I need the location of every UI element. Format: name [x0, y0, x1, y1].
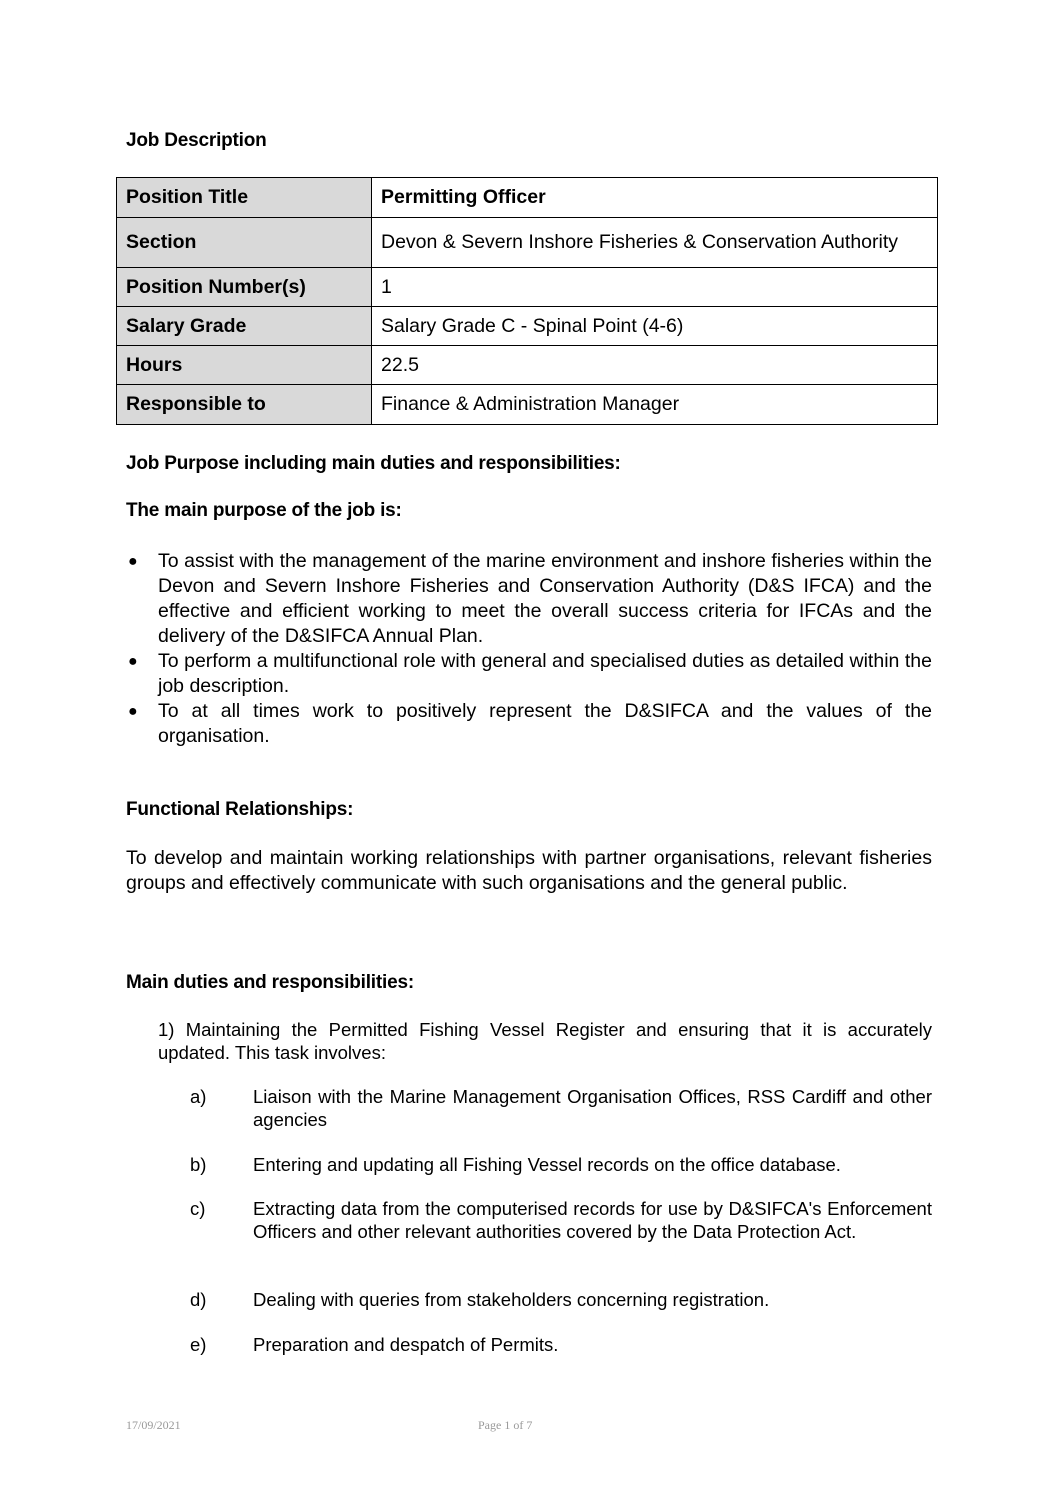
row-label: Position Title — [117, 178, 372, 218]
row-label: Position Number(s) — [117, 268, 372, 307]
duty-item-c — [190, 1197, 932, 1243]
duty-item-b — [190, 1153, 932, 1176]
duty-1-intro: 1) Maintaining the Permitted Fishing Vessel Register and ensuring that it is accurately updated. This task involves: — [158, 1019, 932, 1063]
main-purpose-heading: The main purpose of the job is: — [126, 500, 402, 521]
item-marker: d) — [190, 1289, 207, 1310]
row-value: Devon & Severn Inshore Fisheries & Conservation Authority — [372, 218, 938, 268]
functional-relationships-heading: Functional Relationships: — [126, 799, 354, 820]
item-marker: e) — [190, 1334, 207, 1355]
item-marker: b) — [190, 1154, 207, 1175]
table-row — [117, 218, 938, 268]
item-text: Dealing with queries from stakeholders concerning registration. — [253, 1289, 770, 1310]
row-value: Salary Grade C - Spinal Point (4-6) — [372, 307, 938, 346]
row-label: Hours — [117, 346, 372, 385]
duty-item-e — [190, 1333, 932, 1356]
row-label: Responsible to — [117, 385, 372, 425]
list-item — [126, 699, 932, 749]
row-label: Salary Grade — [117, 307, 372, 346]
position-info-table — [116, 177, 938, 425]
item-text: Preparation and despatch of Permits. — [253, 1334, 559, 1355]
bullet-icon: ● — [128, 703, 138, 720]
row-value: 22.5 — [372, 346, 938, 385]
main-duties-heading: Main duties and responsibilities: — [126, 972, 414, 993]
bullet-text: To assist with the management of the marine environment and inshore fisheries within the Devon and Severn Inshore Fisheries and Conservation Authority (D&S IFCA) and the effective and efficient working to meet the overall success criteria for IFCAs and the delivery of the D&SIFCA Annual Plan. — [158, 550, 932, 647]
footer-page-number: Page 1 of 7 — [478, 1418, 533, 1432]
item-marker: c) — [190, 1198, 206, 1219]
list-item — [126, 549, 932, 649]
row-value: 1 — [372, 268, 938, 307]
table-row — [117, 268, 938, 307]
list-item — [126, 649, 932, 699]
job-purpose-heading: Job Purpose including main duties and responsibilities: — [126, 453, 621, 474]
functional-relationships-text: To develop and maintain working relationships with partner organisations, relevant fisheries groups and effectively communicate with such organisations and the general public. — [126, 847, 932, 894]
table-row — [117, 178, 938, 218]
document-heading: Job Description — [126, 130, 267, 151]
table-row — [117, 307, 938, 346]
table-row — [117, 346, 938, 385]
row-value: Permitting Officer — [372, 178, 938, 218]
table-row — [117, 385, 938, 425]
item-text: Extracting data from the computerised records for use by D&SIFCA's Enforcement Officers and other relevant authorities covered by the Data Protection Act. — [253, 1198, 932, 1242]
bullet-text: To perform a multifunctional role with general and specialised duties as detailed within the job description. — [158, 650, 932, 697]
duty-item-d — [190, 1288, 932, 1311]
bullet-icon: ● — [128, 553, 138, 570]
duty-item-a — [190, 1085, 932, 1131]
item-text: Liaison with the Marine Management Organisation Offices, RSS Cardiff and other agencies — [253, 1086, 932, 1130]
bullet-icon: ● — [128, 653, 138, 670]
bullet-text: To at all times work to positively represent the D&SIFCA and the values of the organisation. — [158, 700, 932, 747]
item-text: Entering and updating all Fishing Vessel records on the office database. — [253, 1154, 841, 1175]
item-marker: a) — [190, 1086, 207, 1107]
footer-date: 17/09/2021 — [126, 1418, 181, 1432]
row-label: Section — [117, 218, 372, 268]
row-value: Finance & Administration Manager — [372, 385, 938, 425]
purpose-bullet-list — [126, 549, 932, 749]
